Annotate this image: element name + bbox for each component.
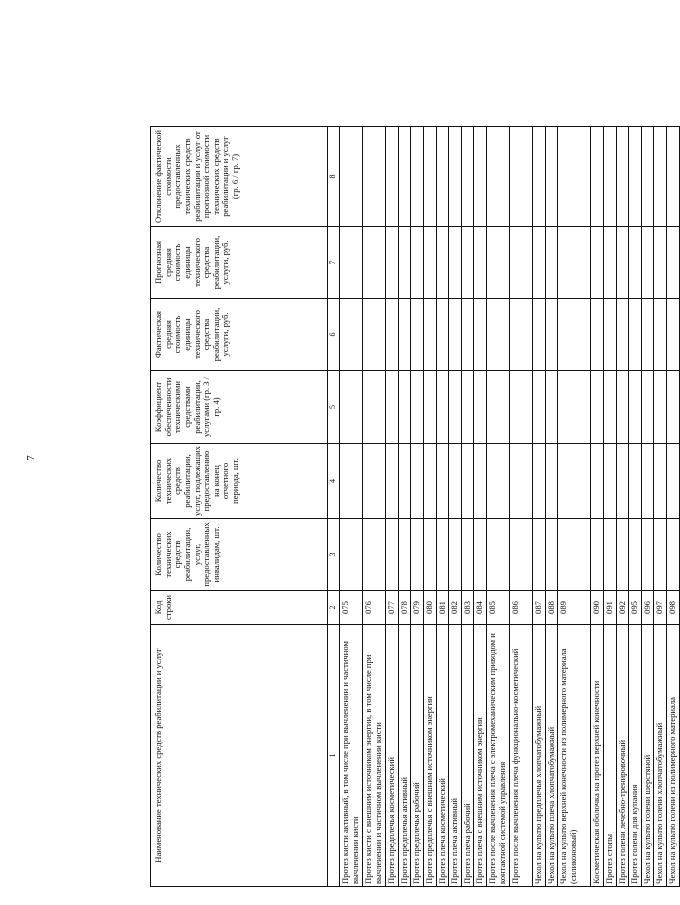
row-name: Протез кисти активный, в том числе при вычленении и частичном вычленении кисти	[340, 625, 363, 887]
row-name: Протез предплечья активный	[398, 625, 411, 887]
header-due-qty: Количество технических средств реабилитации, услуг, подлежащих предоставлению на конец отчетного периода, шт.	[151, 444, 328, 519]
header-name: Наименование технических средств реабилитации и услуг	[151, 625, 328, 887]
table-row	[603, 127, 616, 887]
col-num: 2	[328, 591, 340, 625]
row-code: 086	[510, 591, 533, 625]
row-name: Чехол на культю голени шерстяной	[641, 625, 654, 887]
header-actual-cost: Фактическая средняя стоимость единицы технического средства реабилитации, услуги, руб.	[151, 299, 328, 371]
col-num: 8	[328, 127, 340, 227]
row-code: 077	[386, 591, 399, 625]
col-num: 4	[328, 444, 340, 519]
row-name: Чехол на культю предплечья хлопчатобумажный	[533, 625, 546, 887]
page-number: 7	[24, 455, 37, 461]
row-name: Протез после вычленения плеча с электромеханическим приводом и контактной системой управления	[487, 625, 510, 887]
table-row	[411, 127, 424, 887]
row-name: Протез голени лечебно-тренировочный	[616, 625, 629, 887]
row-code: 081	[436, 591, 449, 625]
header-deviation: Отклонение фактической стоимости предоставленных технических средств реабилитации и услуг от прогнозной стоимости технических средств реабилитации и услуг (гр. 6 / гр. 7)	[151, 127, 328, 227]
row-code: 090	[591, 591, 604, 625]
row-name: Косметическая оболочка на протез верхней конечности	[591, 625, 604, 887]
row-code: 084	[474, 591, 487, 625]
table-row	[340, 127, 363, 887]
row-code: 076	[363, 591, 386, 625]
row-name: Протез кисти с внешним источником энергии, в том числе при вычленении и частичном вычленении кисти	[363, 625, 386, 887]
row-code: 080	[423, 591, 436, 625]
table-row	[667, 127, 680, 887]
table-row	[558, 127, 591, 887]
row-code: 089	[558, 591, 591, 625]
row-name: Протез голени для купания	[629, 625, 642, 887]
row-code: 083	[461, 591, 474, 625]
table-row	[363, 127, 386, 887]
row-code: 085	[487, 591, 510, 625]
table-row	[386, 127, 399, 887]
row-name: Протез плеча рабочий	[461, 625, 474, 887]
row-code: 098	[667, 591, 680, 625]
table-row	[474, 127, 487, 887]
col-num: 5	[328, 371, 340, 444]
row-code: 079	[411, 591, 424, 625]
table-row	[436, 127, 449, 887]
tsr-report-table	[150, 126, 680, 887]
table-row	[449, 127, 462, 887]
table-row	[461, 127, 474, 887]
table-row	[423, 127, 436, 887]
row-code: 097	[654, 591, 667, 625]
header-provided-qty: Количество технических средств реабилитации, услуг, предоставленных инвалидам, шт.	[151, 519, 328, 591]
table-row	[654, 127, 667, 887]
col-num: 6	[328, 299, 340, 371]
table-row	[545, 127, 558, 887]
column-number-row	[328, 127, 340, 887]
row-name: Чехол на культю верхней конечности из полимерного материала (силиконовый)	[558, 625, 591, 887]
row-code: 092	[616, 591, 629, 625]
table-row	[616, 127, 629, 887]
row-code: 095	[629, 591, 642, 625]
row-name: Протез плеча косметический	[436, 625, 449, 887]
col-num: 7	[328, 227, 340, 299]
row-name: Протез предплечья рабочий	[411, 625, 424, 887]
row-name: Протез плеча с внешним источником энергии	[474, 625, 487, 887]
table-header-row	[151, 127, 328, 887]
row-name: Протез предплечья с внешним источником энергии	[423, 625, 436, 887]
table-row	[398, 127, 411, 887]
row-name: Протез предплечья косметический	[386, 625, 399, 887]
row-name: Чехол на культю голени хлопчатобумажный	[654, 625, 667, 887]
row-name: Чехол на культю голени из полимерного материала	[667, 625, 680, 887]
row-name: Протез стопы	[603, 625, 616, 887]
table-row	[629, 127, 642, 887]
header-forecast-cost: Прогнозная средняя стоимость единицы технического средства реабилитации, услуги, руб.	[151, 227, 328, 299]
col-num: 3	[328, 519, 340, 591]
table-row	[641, 127, 654, 887]
row-code: 096	[641, 591, 654, 625]
header-coefficient: Коэффициент обеспеченности техническими средствами реабилитации, услугами (гр. 3 / гр. 4)	[151, 371, 328, 444]
table-row	[591, 127, 604, 887]
row-code: 082	[449, 591, 462, 625]
row-code: 075	[340, 591, 363, 625]
row-name: Протез после вычленения плеча функционально-косметический	[510, 625, 533, 887]
row-name: Чехол на культю плеча хлопчатобумажный	[545, 625, 558, 887]
row-code: 087	[533, 591, 546, 625]
row-code: 088	[545, 591, 558, 625]
table-row	[487, 127, 510, 887]
row-code: 091	[603, 591, 616, 625]
header-code: Код строки	[151, 591, 328, 625]
table-row	[533, 127, 546, 887]
rotated-table-container	[150, 127, 677, 887]
table-row	[510, 127, 533, 887]
row-name: Протез плеча активный	[449, 625, 462, 887]
row-code: 078	[398, 591, 411, 625]
col-num: 1	[328, 625, 340, 887]
